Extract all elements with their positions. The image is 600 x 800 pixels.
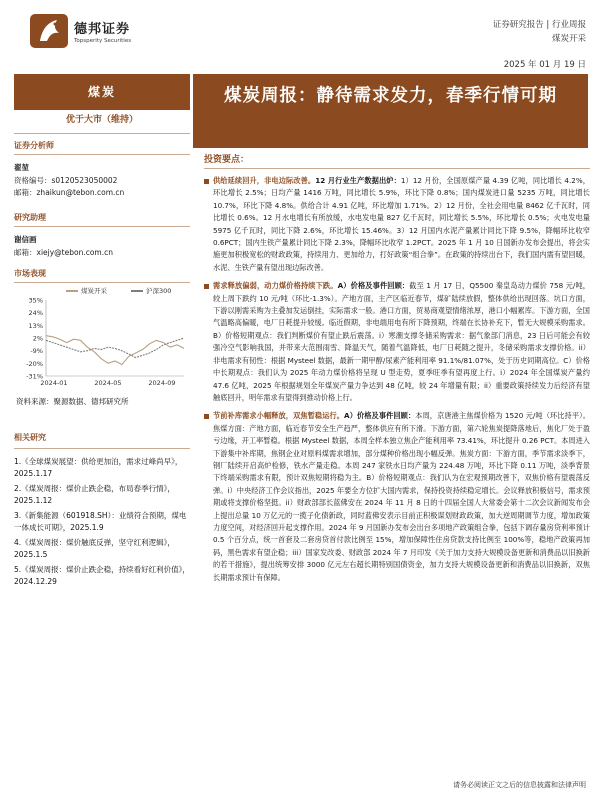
paragraph-body: 1）12 月份，全国原煤产量 4.39 亿吨，同比增长 4.2%，环比增长 2.5%；日均产量 1416 万吨，同比增长 5.9%，环比下降 0.8%；国内煤炭进口量 5235 万吨，同比增长 10.7%，环比下降 4.8%。供给合计 4.91 亿吨，环比增加 1.71%。2）12 月份，全社会用电量 8462 亿千瓦时，同比增长 0.6%。12 月水电增长有所放缓，水电发电量 827 亿千瓦时，同比增长 5.5%，环比增长 0.5%；火电发电量 5975 亿千瓦时，同比下降 2.6%，环比增长 15.46%。3）12 月国内水泥产量累计同比下降 9.5%，降幅环比收窄 0.6PCT；国内生铁产量累计同比下降 2.3%，降幅环比收窄 1.2PCT。2025 年 1 月 10 日国新办发布会提出，将会实施更加积极宽松的财政政策，持续用力、更加给力，打好政策“组合拳”。在政策的持续出台下，我们国内需有望回暖，水泥、生铁产量有望出现边际改善。 bbox=[213, 176, 590, 272]
assistant-section-title: 研究助理 bbox=[14, 212, 190, 227]
chart-source: 资料来源：聚源数据、德邦研究所 bbox=[16, 397, 129, 406]
paragraph-body: 本周，京唐港主焦煤价格为 1520 元/吨（环比持平）。焦煤方面：产地方面，临近春节安全生产趋严，整体供应有所下滑。下游方面，第六轮焦炭提降落地后，焦化厂处于盈亏边缘，开工率暂稳。根据 Mysteel 数据，本周全样本独立焦企产能利用率 73.41%，环比提升 0.26 PCT。本周进入下游集中补库期，焦钢企业对原料煤需求增加，部分煤种价格出现小幅反弹。焦炭方面：下游方面，季节需求淡季下，钢厂陆续开启高炉检修，铁水产量走稳。本周 247 家铁水日均产量为 224.48 万吨，环比下降 0.11 万吨，淡季背景下终端采购需求有限，预计双焦短期将稳为主。B）价格短期观点：我们认为在宏观预期改善下，双焦价格有望震荡反弹。i）中央经济工作会议指出，2025 年要全方位扩大国内需求，保持投资持续稳定增长。会议释放积极信号，需求预期或将支撑价格坚挺。ii）财政部部长蓝佛安在 2024 年 11 月 8 日的十四届全国人大常委会第十二次会议新闻发布会上提出总量 10 万亿元的一揽子化债新政，同时蓝佛安表示目前正积极谋划财政政策，加大逆周期调节力度，增加政策力度空间，对经济回升起支撑作用。2024 年 9 月国新办发布会出台多项地产政策组合拳，包括下调存量房贷利率预计 0.5 个百分点，统一首套及二套房贷首付款比例至 15%，增加保障性住房贷款支持比例至 100%等，稳地产政策再加码，黑色需求有望企稳；iii）国家发改委、财政部 2024 年 7 月印发《关于加力支持大规模设备更新和消费品以旧换新的若干措施》，提出统筹安排 3000 亿元左右超长期特别国债资金，加力支持大规模设备更新和消费品以旧换新，双焦长期需求预计有保障。 bbox=[213, 411, 590, 582]
paragraph-lead: 节前补库需求小幅释放，双焦暂稳运行。 bbox=[213, 411, 345, 421]
analyst-section-title: 证券分析师 bbox=[14, 140, 190, 155]
series-line-coal bbox=[46, 336, 184, 365]
x-tick-label: 2024-01 bbox=[40, 379, 68, 387]
y-tick-label: 35% bbox=[28, 296, 43, 305]
x-tick-label: 2024-05 bbox=[94, 379, 122, 387]
paragraph-subhead: 12 月行业生产数据出炉： bbox=[315, 176, 401, 185]
paragraph-subhead: A）价格及事件回顾： bbox=[337, 281, 410, 291]
paragraph-body: 截至 1 月 17 日，Q5500 秦皇岛动力煤价 758 元/吨，较上周下跌约 10 元/吨（环比-1.3%）。产地方面，主产区临近春节，煤矿陆续放假，整体供给出现回落。坑口方面，下游以刚需采购为主叠加发运倒挂，实际需求一般。港口方面，贸易商观望情绪浓厚，港口小幅累库。下游方面，全国气温略高偏暖，电厂日耗提升较缓。临近假期，非电端用电有所下降预期，终端在长协补充下，暂无大规模采购需求。B）价格短期观点：我们判断煤价有望止跌后震荡。i）寒潮支撑冬储采购需求：据气象部门消息，23 日后可能会有较强冷空气影响我国，并带来大范围雨雪、降温天气，随着气温降低，电厂日耗随之提升，冬储采购需求支撑价格。ii）非电需求有韧性：根据 Mysteel 数据，最新一期甲醇/尿素产能利用率 91.1%/81.07%，处于历史同期高位。C）价格中长期观点：我们认为 2025 年动力煤价格将呈现 U 型走势，夏季旺季有望再度上行。i）2024 年全国煤炭产量约 47.6 亿吨，2025 年根据规划全年煤炭产量力争达到 48 亿吨，较 24 年增量有限；ii）重要政策持续发力后经济有望触底回升，明年需求有望得到推动价格上行。 bbox=[213, 281, 590, 402]
analyst-cert: 资格编号：s0120523050002 bbox=[14, 176, 118, 185]
legend-label-coal: 煤炭开采 bbox=[81, 287, 107, 295]
x-tick-label: 2024-09 bbox=[148, 379, 176, 387]
paragraph-lead: 需求释放偏弱，动力煤价格持续下跌。 bbox=[213, 281, 338, 291]
rating: 优于大市（维持） bbox=[14, 113, 190, 134]
company-name-en: Topsperity Securities bbox=[74, 38, 132, 44]
related-section-title: 相关研究 bbox=[14, 432, 190, 449]
report-header-meta bbox=[493, 18, 586, 72]
analyst-name: 翟堃 bbox=[14, 163, 29, 172]
market-chart bbox=[16, 286, 188, 392]
y-tick-label: 2% bbox=[32, 334, 43, 343]
related-item[interactable]: 5.《煤炭周报：煤价止跌企稳，持续看好红利价值》，2024.12.29 bbox=[14, 564, 190, 586]
company-logo bbox=[30, 14, 131, 48]
related-section bbox=[14, 432, 190, 591]
y-tick-label: 24% bbox=[28, 309, 43, 318]
y-tick-label: -9% bbox=[30, 347, 43, 356]
assistant-section bbox=[14, 212, 190, 259]
bullet-icon bbox=[204, 179, 209, 184]
related-item[interactable]: 1.《全球煤炭展望：供给更加泊，需求过峰尚早》，2025.1.17 bbox=[14, 456, 183, 478]
bullet-icon bbox=[204, 284, 209, 289]
related-item[interactable]: 3.《新集能源（601918.SH）：业绩符合预期，煤电一体成长可期》，2025.1.9 bbox=[14, 510, 187, 532]
highlight-paragraph bbox=[204, 175, 590, 274]
highlight-paragraph bbox=[204, 280, 590, 404]
report-title: 煤炭周报：静待需求发力，春季行情可期 bbox=[193, 74, 588, 148]
report-date: 2025 年 01 月 19 日 bbox=[503, 60, 586, 70]
company-logo-icon bbox=[30, 14, 68, 48]
market-section-title: 市场表现 bbox=[14, 268, 190, 283]
y-tick-label: -31% bbox=[26, 372, 43, 381]
highlight-paragraph bbox=[204, 410, 590, 584]
related-item[interactable]: 2.《煤炭周报：煤价止跌企稳，布局春季行情》，2025.1.12 bbox=[14, 483, 175, 505]
analyst-email: 邮箱：zhaikun@tebon.com.cn bbox=[14, 188, 125, 197]
y-tick-label: -20% bbox=[26, 359, 43, 368]
bullet-icon bbox=[204, 414, 209, 419]
assistant-email: 邮箱：xiejy@tebon.com.cn bbox=[14, 248, 113, 257]
investment-highlights bbox=[204, 152, 590, 590]
analyst-section bbox=[14, 140, 190, 199]
footer-disclaimer: 请务必阅读正文之后的信息披露和法律声明 bbox=[453, 781, 586, 789]
paragraph-lead: 供给延续回升，非电边际改善。 bbox=[213, 176, 316, 185]
related-item[interactable]: 4.《煤炭周报：煤价触底反弹，坚守红利逻辑》，2025.1.5 bbox=[14, 537, 175, 559]
market-chart-svg bbox=[16, 292, 188, 392]
assistant-name: 谢信画 bbox=[14, 235, 37, 244]
series-line-hs300 bbox=[46, 338, 184, 358]
highlights-title: 投资要点： bbox=[204, 152, 590, 169]
sector-band: 煤炭 bbox=[14, 74, 190, 110]
report-sector: 煤炭开采 bbox=[551, 34, 586, 44]
legend-label-hs300: 沪深300 bbox=[146, 287, 172, 295]
company-name: 德邦证券 bbox=[74, 22, 131, 37]
paragraph-subhead: A）价格及事件回顾： bbox=[344, 411, 416, 421]
report-type: 证券研究报告 | 行业周报 bbox=[492, 20, 586, 30]
y-tick-label: 13% bbox=[28, 321, 43, 330]
